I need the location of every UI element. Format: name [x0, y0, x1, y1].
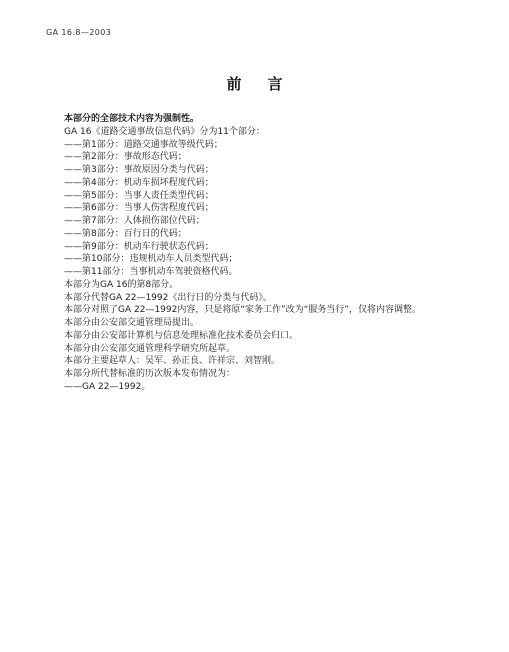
body-line: ——第5部分：当事人责任类型代码；: [64, 190, 214, 201]
standard-code-header: GA 16.8—2003: [46, 28, 112, 37]
foreword-body: [64, 113, 484, 394]
body-line: ——第6部分：当事人伤害程度代码；: [64, 203, 214, 214]
body-line: ——第9部分：机动车行驶状态代码；: [64, 241, 214, 252]
body-line: ——GA 22—1992。: [64, 381, 151, 392]
body-line: GA 16《道路交通事故信息代码》分为11个部分：: [64, 126, 265, 137]
body-line: ——第3部分：事故原因分类与代码；: [64, 165, 214, 175]
body-line: 本部分由公安部交通管理局提出。: [64, 318, 200, 328]
body-line: 本部分代替GA 22—1992《出行日的分类与代码》。: [64, 292, 272, 303]
body-line: ——第7部分：人体损伤部位代码；: [64, 216, 205, 226]
body-line: ——第2部分：事故形态代码；: [64, 152, 187, 163]
body-line: 本部分对照了GA 22—1992内容，只是将原“家务工作”改为“服务当行”，仅将内容调整。: [64, 305, 422, 316]
body-line: ——第10部分：违规机动车人员类型代码；: [64, 254, 238, 265]
body-line: 本部分为GA 16的第8部分。: [64, 279, 179, 290]
body-line: 本部分所代替标准的历次版本发布情况为：: [64, 369, 236, 379]
body-line: ——第8部分：百行日的代码；: [64, 228, 187, 239]
body-line: 本部分的全部技术内容为强制性。: [64, 114, 200, 124]
body-line: 本部分由公安部交通管理科学研究所起草。: [64, 343, 236, 354]
body-line: ——第4部分：机动车损坏程度代码；: [64, 177, 214, 188]
body-line: ——第11部分：当事机动车驾驶资格代码。: [64, 267, 238, 277]
body-line: ——第1部分：道路交通事故等级代码；: [64, 139, 223, 150]
body-line: 本部分由公安部计算机与信息处理标准化技术委员会归口。: [64, 330, 299, 341]
page-title: 前言: [226, 75, 309, 93]
body-line: 本部分主要起草人：吴军、孙正良、许祥宗、刘智刚。: [64, 356, 281, 367]
